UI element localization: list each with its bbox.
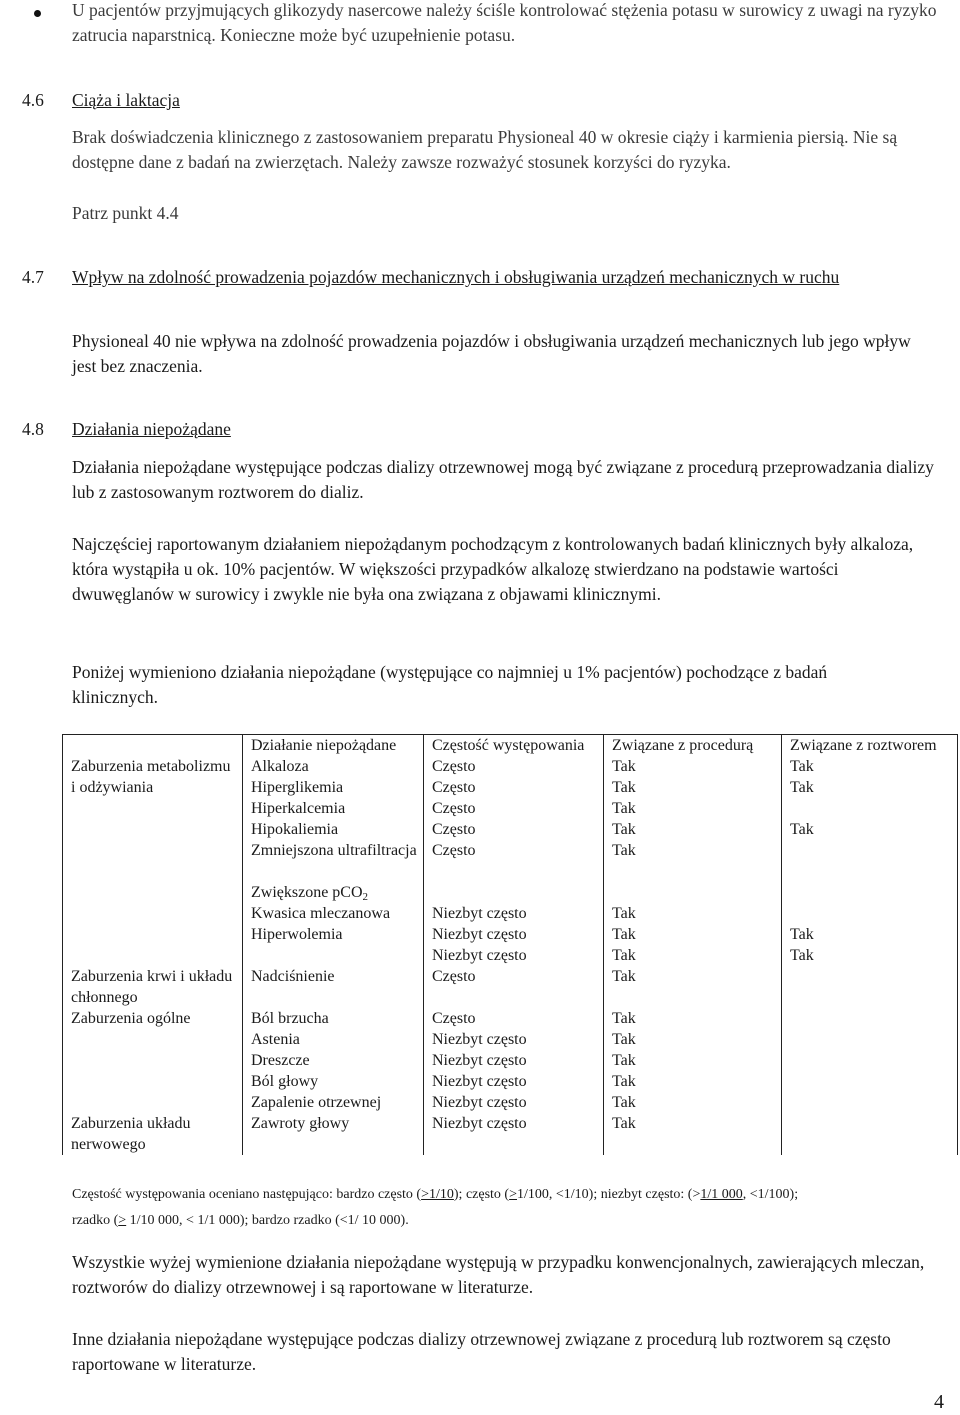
table-cell: Tak — [604, 1113, 782, 1155]
table-header-row — [63, 735, 958, 757]
table-cell: Tak — [612, 1010, 636, 1027]
table-cell: Tak — [790, 926, 814, 943]
bullet-text: U pacjentów przyjmujących glikozydy nasercowe należy ściśle kontrolować stężenia potasu w surowicy z uwagi na ryzyko zatrucia naparstnicą. Konieczne może być uzupełnienie potasu. — [72, 0, 937, 45]
table-cell — [782, 966, 958, 1008]
table-cell — [790, 798, 951, 819]
table-cell-procs — [604, 1008, 782, 1113]
table-row — [63, 756, 958, 966]
table-cell: Tak — [790, 947, 814, 964]
table-cell — [782, 1113, 958, 1155]
table-cell: Dreszcze — [251, 1052, 310, 1069]
table-cell-effects — [243, 756, 424, 966]
table-cell: Hiperkalcemia — [251, 800, 346, 817]
table-cell-effects — [243, 1008, 424, 1113]
table-cell-procs — [604, 756, 782, 966]
section-4-6-ref: Patrz punkt 4.4 — [72, 203, 179, 223]
table-cell: Tak — [612, 926, 636, 943]
table-cell: Tak — [612, 947, 636, 964]
table-spacer — [612, 861, 775, 903]
table-cell: Tak — [612, 842, 636, 859]
bullet-dot — [34, 10, 41, 17]
section-4-8-title: Działania niepożądane — [72, 419, 231, 439]
table-cell: Tak — [790, 758, 814, 775]
table-cell: Alkaloza — [251, 758, 309, 775]
section-4-7-body: Physioneal 40 nie wpływa na zdolność prowadzenia pojazdów i obsługiwania urządzeń mechanicznych lub jego wpływ jest bez znaczenia. — [72, 331, 911, 376]
table-cell: Tak — [612, 1094, 636, 1111]
table-cell: Ból głowy — [251, 1073, 319, 1090]
table-cell: Często — [432, 1010, 476, 1027]
table-header-cell: Częstość występowania — [424, 735, 604, 757]
table-cell: Kwasica mleczanowa — [251, 905, 391, 922]
table-cell: Tak — [612, 1073, 636, 1090]
table-cell: Tak — [612, 1031, 636, 1048]
table-cell: Zapalenie otrzewnej — [251, 1094, 382, 1111]
table-cell: Niezbyt często — [432, 905, 527, 922]
table-cell: Tak — [790, 821, 814, 838]
table-spacer — [790, 840, 951, 924]
table-header-cell — [63, 735, 243, 757]
table-cell: Niezbyt często — [432, 947, 527, 964]
table-cell: Często — [432, 800, 476, 817]
table-cell: Hiperglikemia — [251, 779, 344, 796]
section-4-7-number: 4.7 — [22, 267, 44, 287]
table-header-cell: Związane z procedurą — [604, 735, 782, 757]
frequency-note: Częstość występowania oceniano następująco: bardzo często (>1/10); często (>1/100, <1/10); niezbyt często: (>1/1 000, <1/100); rzadko (> 1/10 000, < 1/1 000); bardzo rzadko (<1/ 10 000). — [72, 1187, 799, 1228]
table-cell: Ból brzucha — [251, 1010, 329, 1027]
section-4-6-title: Ciąża i laktacja — [72, 90, 180, 110]
section-4-8-para4: Wszystkie wyżej wymienione działania niepożądane występują w przypadku konwencjonalnych, zawierających mleczan, roztworów do dializy otrzewnowej i są raportowane w literaturze. — [72, 1252, 925, 1297]
table-cell: Często — [432, 758, 476, 775]
table-row — [63, 1113, 958, 1155]
section-4-8-para3: Poniżej wymieniono działania niepożądane (występujące co najmniej u 1% pacjentów) pochodzące z badań klinicznych. — [72, 662, 828, 707]
table-cell: Nadciśnienie — [243, 966, 424, 1008]
section-4-6-number: 4.6 — [22, 90, 44, 110]
table-spacer — [432, 861, 597, 903]
section-4-8-para2: Najczęściej raportowanym działaniem niepożądanym pochodzącym z kontrolowanych badań klinicznych były alkaloza, która wystąpiła u ok. 10% pacjentów. W większości przypadków alkalozę stwierdzano na podstawie wartości dwuwęglanów w surowicy i zwykle nie była ona związana z objawami klinicznymi. — [72, 534, 914, 604]
table-cell: Zawroty głowy — [243, 1113, 424, 1155]
table-cell: Tak — [612, 800, 636, 817]
section-4-8-para1: Działania niepożądane występujące podczas dializy otrzewnowej mogą być związane z procedurą przeprowadzania dializy lub z zastosowanym roztworem do dializ. — [72, 457, 934, 502]
table-cell-organ: Zaburzenia układu nerwowego — [63, 1113, 243, 1155]
table-cell: Niezbyt często — [432, 926, 527, 943]
table-cell: Zwiększone pCO$_2$ — [251, 884, 369, 903]
table-header-cell: Związane z roztworem — [782, 735, 958, 757]
table-cell: Tak — [604, 966, 782, 1008]
table-cell: Tak — [790, 779, 814, 796]
section-4-6-body: Brak doświadczenia klinicznego z zastosowaniem preparatu Physioneal 40 w okresie ciąży i karmienia piersią. Nie są dostępne dane z badań na zwierzętach. Należy zawsze rozważyć stosunek korzyści do ryzyka. — [72, 127, 898, 172]
table-cell: Tak — [612, 821, 636, 838]
table-cell-freqs — [424, 756, 604, 966]
table-cell: Hiperwolemia — [251, 926, 343, 943]
table-cell: Niezbyt często — [432, 1052, 527, 1069]
table-cell: Tak — [612, 758, 636, 775]
table-cell: Niezbyt często — [432, 1094, 527, 1111]
table-cell: Często — [432, 821, 476, 838]
page-number: 4 — [934, 1391, 944, 1413]
table-cell: Astenia — [251, 1031, 300, 1048]
table-cell: Zmniejszona ultrafiltracja — [251, 842, 417, 859]
table-cell: Tak — [612, 1052, 636, 1069]
table-cell: Często — [424, 966, 604, 1008]
table-cell: Niezbyt często — [432, 1073, 527, 1090]
table-spacer — [251, 861, 417, 882]
table-cell-freqs — [424, 1008, 604, 1113]
table-cell: Niezbyt często — [432, 1031, 527, 1048]
table-cell-organ: Zaburzenia metabolizmu i odżywiania — [63, 756, 243, 966]
table-cell-sols — [782, 756, 958, 966]
table-row — [63, 966, 958, 1008]
table-cell: Hipokaliemia — [251, 821, 339, 838]
table-cell — [782, 1008, 958, 1113]
table-cell: Często — [432, 842, 476, 859]
section-4-8-number: 4.8 — [22, 419, 44, 439]
table-cell: Często — [432, 779, 476, 796]
table-cell-organ: Zaburzenia ogólne — [63, 1008, 243, 1113]
table-cell: Tak — [612, 905, 636, 922]
table-cell-organ: Zaburzenia krwi i układu chłonnego — [63, 966, 243, 1008]
table-cell: Tak — [612, 779, 636, 796]
table-header-cell: Działanie niepożądane — [243, 735, 424, 757]
adverse-effects-table — [62, 734, 958, 1155]
table-cell: Niezbyt często — [424, 1113, 604, 1155]
section-4-7-title: Wpływ na zdolność prowadzenia pojazdów mechanicznych i obsługiwania urządzeń mechanicznych w ruchu — [72, 267, 840, 287]
section-4-8-para5: Inne działania niepożądane występujące podczas dializy otrzewnowej związane z procedurą lub roztworem są często raportowane w literaturze. — [72, 1329, 891, 1374]
table-row — [63, 1008, 958, 1113]
